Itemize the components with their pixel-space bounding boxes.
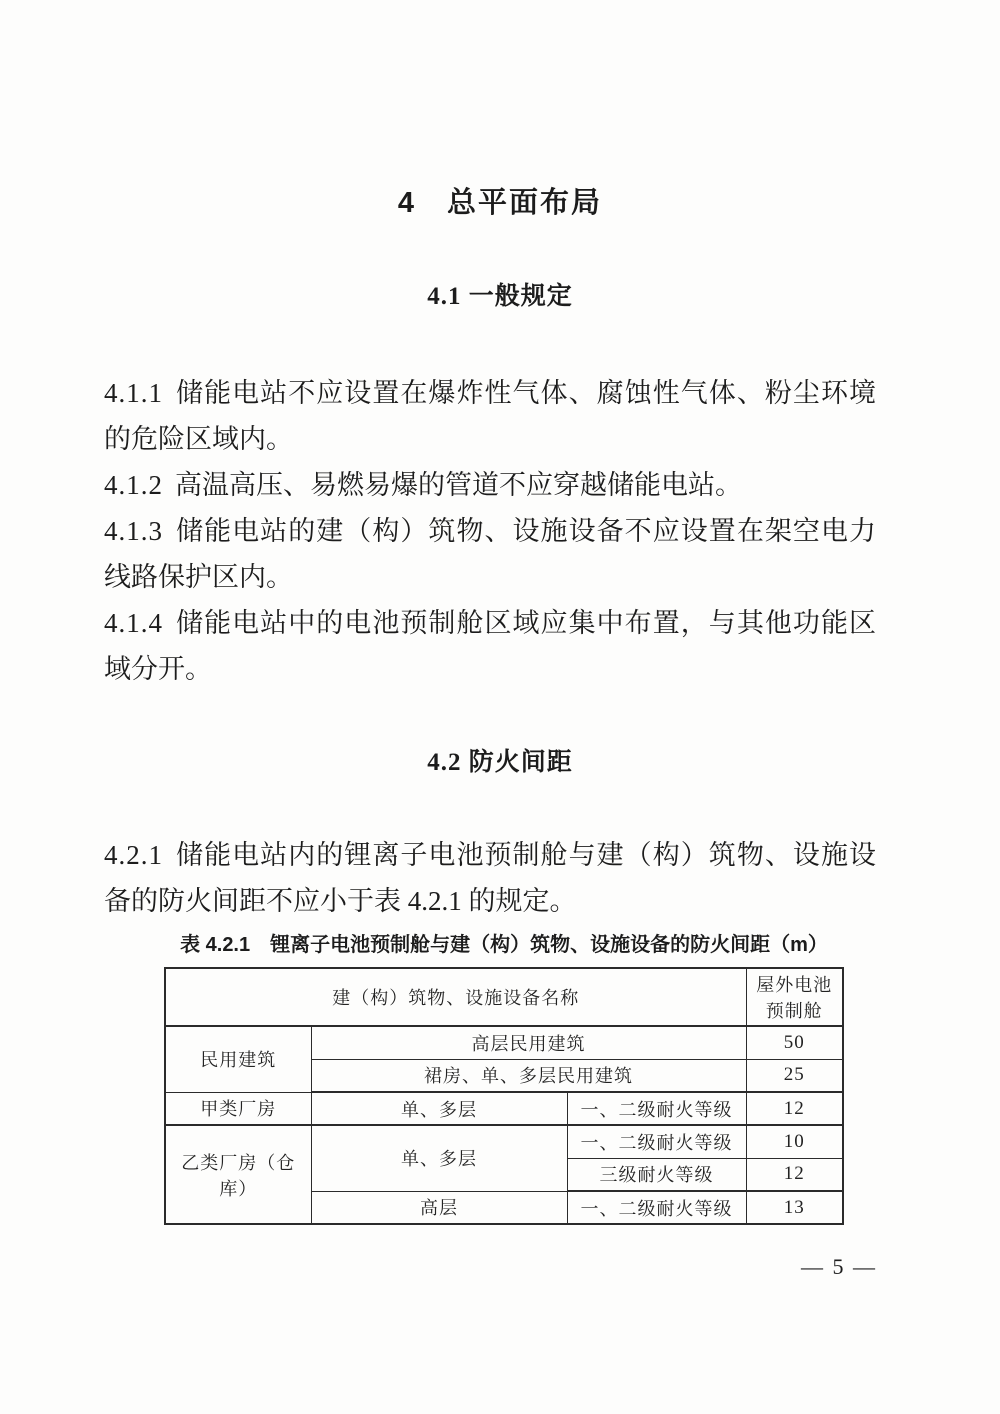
page-number: — 5 — <box>801 1254 877 1279</box>
table-header-name: 建（构）筑物、设施设备名称 <box>165 968 746 1026</box>
fire-separation-table <box>164 967 844 1225</box>
table-cell-building: 裙房、单、多层民用建筑 <box>311 1059 746 1092</box>
clause-number: 4.1.3 <box>104 516 163 546</box>
clause-text: 储能电站中的电池预制舱区域应集中布置，与其他功能区域分开。 <box>104 608 876 684</box>
table-caption: 表 4.2.1 锂离子电池预制舱与建（构）筑物、设施设备的防火间距（m） <box>180 934 828 956</box>
table-row <box>165 1125 843 1158</box>
clause-number: 4.1.4 <box>104 608 163 638</box>
clause-text: 储能电站的建（构）筑物、设施设备不应设置在架空电力线路保护区内。 <box>104 516 876 592</box>
table-cell-fire-grade: 一、二级耐火等级 <box>567 1125 746 1158</box>
table-row <box>165 1026 843 1059</box>
table-cell-distance: 12 <box>746 1158 843 1191</box>
table-cell-distance: 25 <box>746 1059 843 1092</box>
chapter-title: 4 总平面布局 <box>397 187 603 219</box>
table-cell-distance: 10 <box>746 1125 843 1158</box>
clause-text: 储能电站内的锂离子电池预制舱与建（构）筑物、设施设备的防火间距不应小于表 4.2.1 的规定。 <box>104 840 876 916</box>
clause-text: 高温高压、易燃易爆的管道不应穿越储能电站。 <box>175 470 742 500</box>
table-cell-distance: 12 <box>746 1092 843 1125</box>
table-cell-category: 甲类厂房 <box>165 1092 311 1125</box>
section-heading-4-1: 4.1 一般规定 <box>427 283 573 310</box>
table-cell-fire-grade: 一、二级耐火等级 <box>567 1191 746 1224</box>
clause-4-1-2 <box>104 462 876 508</box>
section-4-2-body <box>104 832 876 924</box>
table-cell-category: 乙类厂房（仓库） <box>165 1125 311 1224</box>
table-cell-category: 民用建筑 <box>165 1026 311 1092</box>
table-cell-building: 高层民用建筑 <box>311 1026 746 1059</box>
clause-number: 4.2.1 <box>104 840 163 870</box>
clause-4-2-1 <box>104 832 876 924</box>
table-cell-building: 单、多层 <box>311 1092 567 1125</box>
table-header-value: 屋外电池预制舱 <box>746 968 843 1026</box>
table-cell-fire-grade: 三级耐火等级 <box>567 1158 746 1191</box>
table-cell-distance: 50 <box>746 1026 843 1059</box>
table-cell-distance: 13 <box>746 1191 843 1224</box>
clause-4-1-1 <box>104 370 876 462</box>
clause-number: 4.1.2 <box>104 470 163 500</box>
table-cell-fire-grade: 一、二级耐火等级 <box>567 1092 746 1125</box>
table-row <box>165 1092 843 1125</box>
section-4-1-body <box>104 370 876 692</box>
section-heading-4-2: 4.2 防火间距 <box>427 749 573 776</box>
table-cell-building: 单、多层 <box>311 1125 567 1191</box>
clause-text: 储能电站不应设置在爆炸性气体、腐蚀性气体、粉尘环境的危险区域内。 <box>104 378 876 454</box>
table-cell-building: 高层 <box>311 1191 567 1224</box>
table-header-row <box>165 968 843 1026</box>
fire-separation-table-block <box>164 932 844 1225</box>
clause-4-1-3 <box>104 508 876 600</box>
clause-4-1-4 <box>104 600 876 692</box>
clause-number: 4.1.1 <box>104 378 163 408</box>
